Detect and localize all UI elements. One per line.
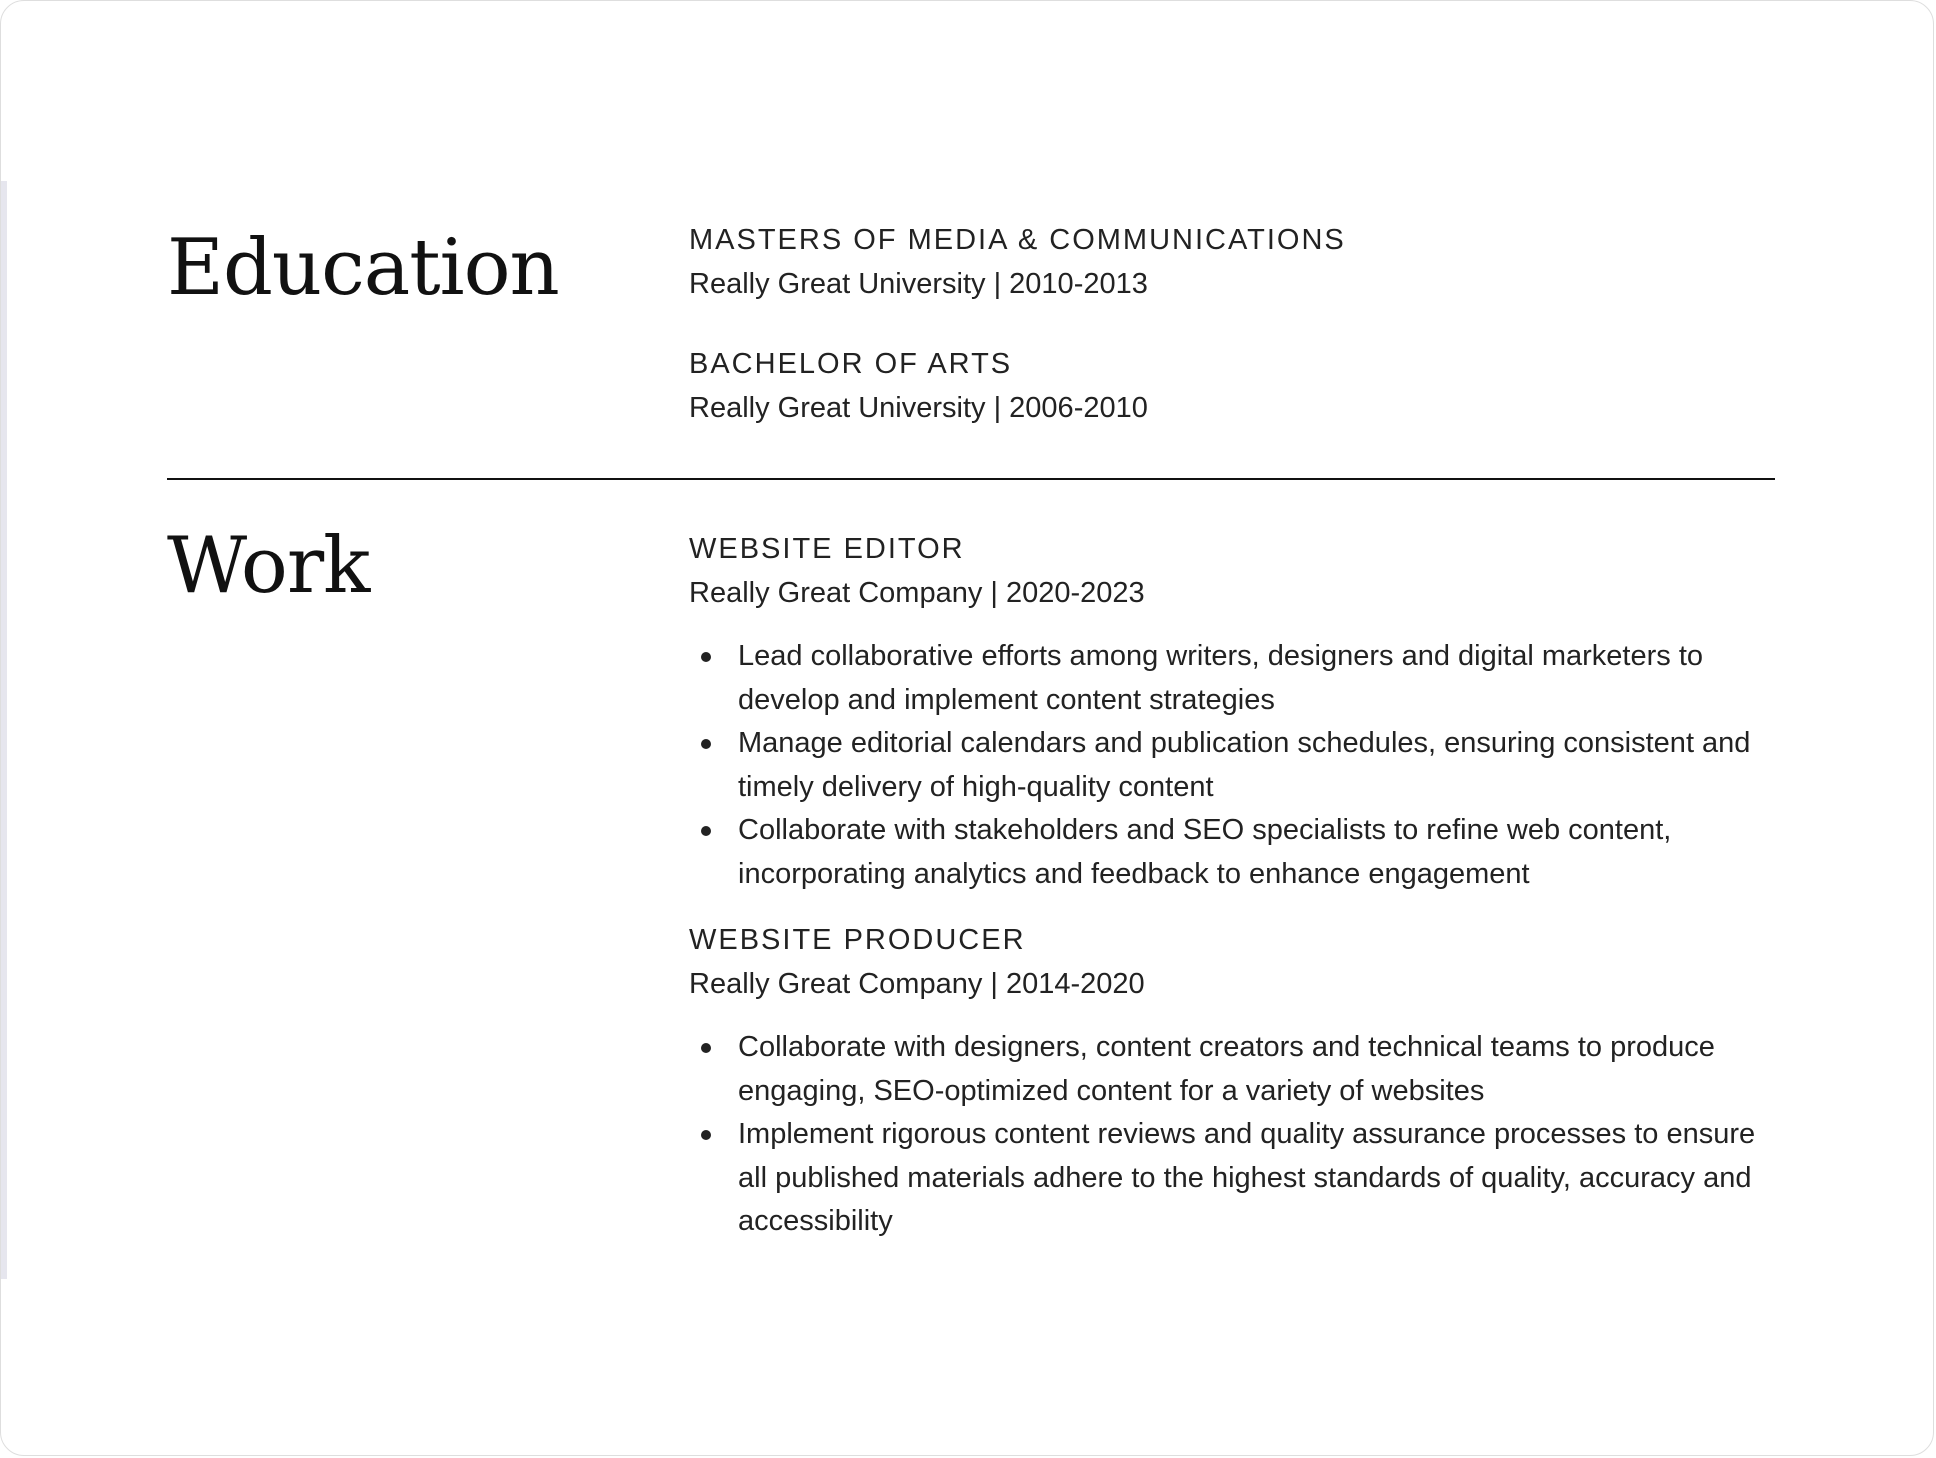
education-entry-title: BACHELOR OF ARTS bbox=[689, 348, 1013, 380]
education-entry-title: MASTERS OF MEDIA & COMMUNICATIONS bbox=[689, 224, 1346, 256]
bullet-item bbox=[689, 809, 1779, 896]
bullet-item bbox=[689, 722, 1779, 809]
bullet-text: Lead collaborative efforts among writers, designers and digital marketers to develop and implement content strategies bbox=[738, 640, 1704, 716]
education-heading: Education bbox=[167, 223, 559, 313]
education-entry-subtitle: Really Great University | 2010-2013 bbox=[689, 267, 1148, 300]
left-edge-accent bbox=[1, 181, 7, 1279]
work-entry bbox=[689, 923, 1779, 1244]
work-entry-subtitle: Really Great Company | 2014-2020 bbox=[689, 967, 1145, 1000]
bullet-dot-icon bbox=[701, 739, 711, 749]
work-entry-title: WEBSITE EDITOR bbox=[689, 533, 965, 565]
bullet-item bbox=[689, 1113, 1779, 1244]
bullet-text: Collaborate with stakeholders and SEO specialists to refine web content, incorporating analytics and feedback to enhance engagement bbox=[738, 814, 1672, 890]
education-entry bbox=[689, 223, 1779, 302]
work-entry-bullets bbox=[689, 1026, 1779, 1244]
bullet-dot-icon bbox=[701, 1043, 711, 1053]
bullet-text: Manage editorial calendars and publication schedules, ensuring consistent and timely delivery of high-quality content bbox=[738, 727, 1751, 803]
work-entry bbox=[689, 532, 1779, 896]
bullet-item bbox=[689, 635, 1779, 722]
work-entry-subtitle: Really Great Company | 2020-2023 bbox=[689, 576, 1145, 609]
bullet-text: Collaborate with designers, content creators and technical teams to produce engaging, SEO-optimized content for a variety of websites bbox=[738, 1031, 1715, 1107]
work-entry-title: WEBSITE PRODUCER bbox=[689, 924, 1026, 956]
bullet-dot-icon bbox=[701, 826, 711, 836]
bullet-dot-icon bbox=[701, 652, 711, 662]
education-entry bbox=[689, 347, 1779, 426]
education-entry-subtitle: Really Great University | 2006-2010 bbox=[689, 391, 1148, 424]
bullet-text: Implement rigorous content reviews and quality assurance processes to ensure all published materials adhere to the highest standards of quality, accuracy and accessibility bbox=[738, 1118, 1756, 1238]
section-divider bbox=[167, 478, 1775, 480]
bullet-item bbox=[689, 1026, 1779, 1113]
work-heading: Work bbox=[167, 521, 370, 611]
work-entry-bullets bbox=[689, 635, 1779, 896]
bullet-dot-icon bbox=[701, 1130, 711, 1140]
